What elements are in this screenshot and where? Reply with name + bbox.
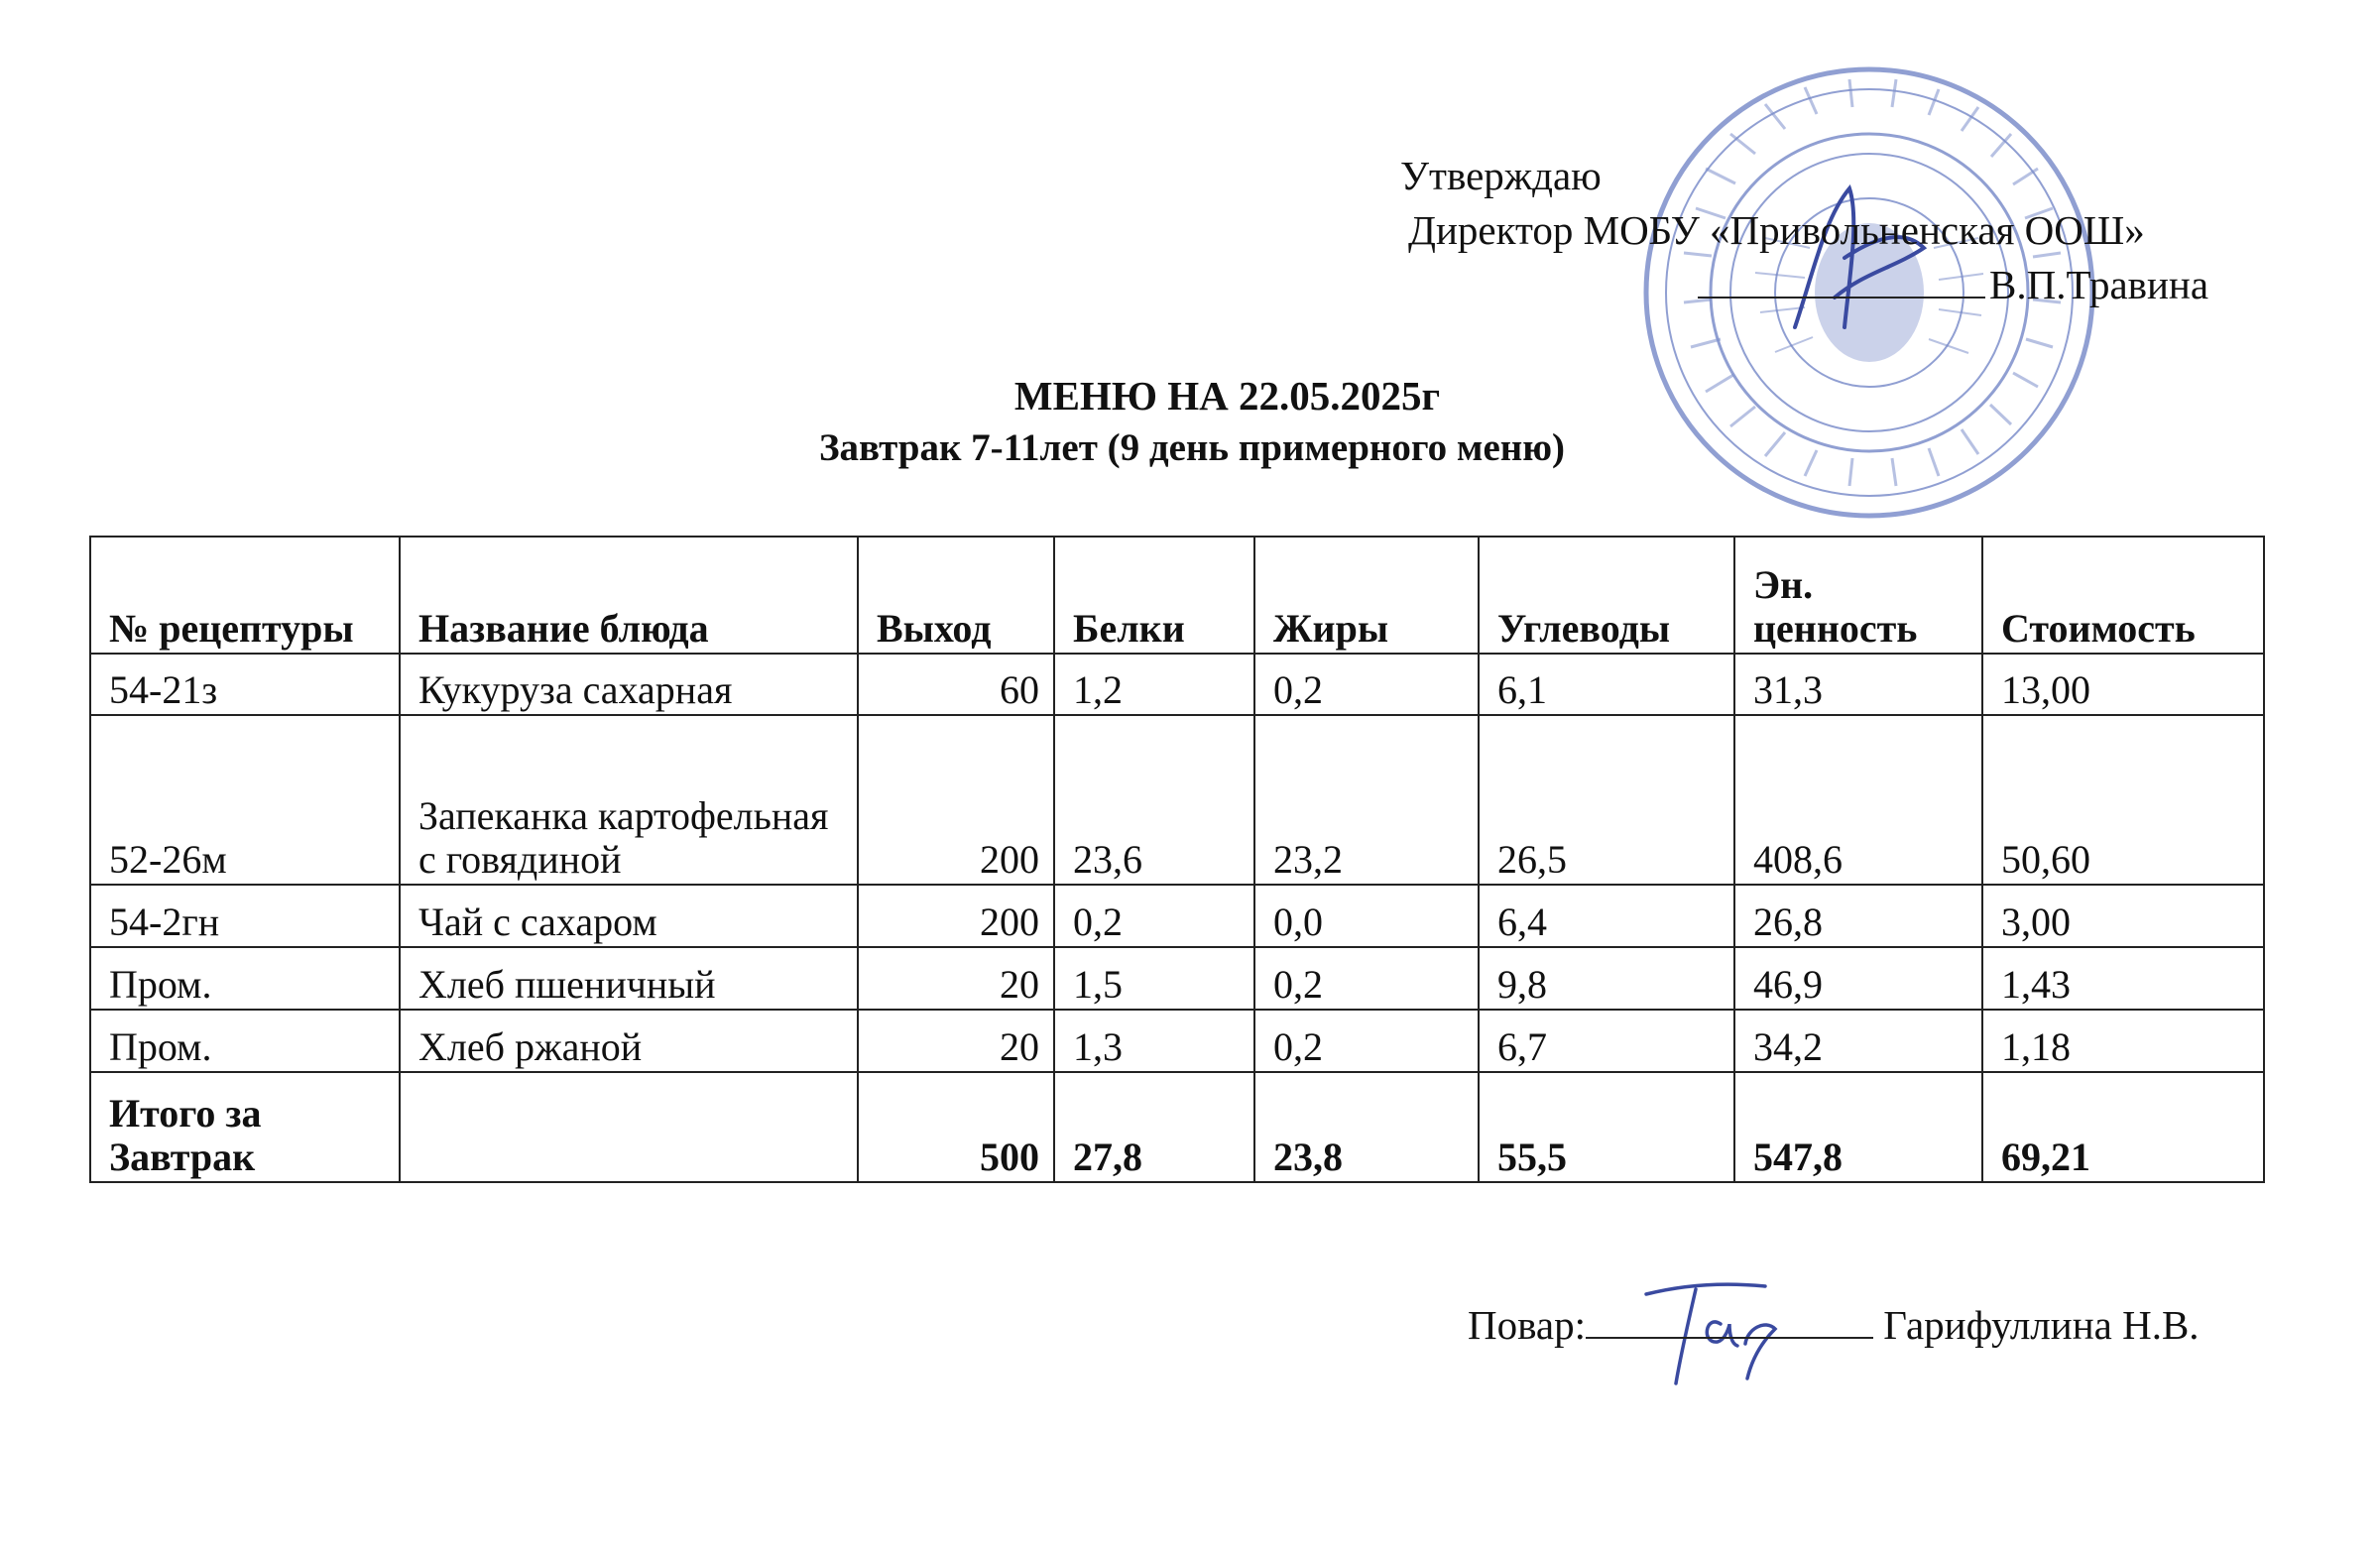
- table-row: [90, 1010, 2264, 1072]
- total-label: Итого за Завтрак: [90, 1072, 400, 1182]
- carbs-cell: 9,8: [1479, 947, 1734, 1010]
- approver-name: В.П.Травина: [1989, 262, 2209, 307]
- cost-cell: 13,00: [1982, 654, 2264, 715]
- recipe-code: 54-2гн: [90, 885, 400, 947]
- table-row: [90, 947, 2264, 1010]
- approval-signature-line: [1400, 258, 2208, 312]
- approval-block: [1400, 149, 2208, 312]
- total-protein: 27,8: [1054, 1072, 1254, 1182]
- cost-cell: 3,00: [1982, 885, 2264, 947]
- recipe-code: 54-21з: [90, 654, 400, 715]
- energy-cell: 408,6: [1734, 715, 1982, 885]
- protein-cell: 23,6: [1054, 715, 1254, 885]
- fat-cell: 0,2: [1254, 654, 1479, 715]
- fat-cell: 0,2: [1254, 947, 1479, 1010]
- cost-cell: 1,43: [1982, 947, 2264, 1010]
- column-header: Выход: [858, 537, 1054, 654]
- table-row: [90, 654, 2264, 715]
- total-fat: 23,8: [1254, 1072, 1479, 1182]
- menu-table: [89, 536, 2265, 1183]
- yield-cell: 200: [858, 715, 1054, 885]
- protein-cell: 1,5: [1054, 947, 1254, 1010]
- protein-cell: 1,3: [1054, 1010, 1254, 1072]
- cost-cell: 1,18: [1982, 1010, 2264, 1072]
- column-header: Углеводы: [1479, 537, 1734, 654]
- energy-cell: 46,9: [1734, 947, 1982, 1010]
- table-row: [90, 715, 2264, 885]
- column-header: Жиры: [1254, 537, 1479, 654]
- cook-label: Повар:: [1468, 1302, 1587, 1348]
- cost-cell: 50,60: [1982, 715, 2264, 885]
- fat-cell: 0,2: [1254, 1010, 1479, 1072]
- approval-position: Директор МОБУ «Привольненская ООШ»: [1408, 207, 2145, 253]
- cook-signature-line: [1586, 1297, 1873, 1339]
- yield-cell: 20: [858, 947, 1054, 1010]
- dish-name: Чай с сахаром: [400, 885, 858, 947]
- page-title: МЕНЮ НА 22.05.2025г: [1013, 373, 1441, 419]
- energy-cell: 34,2: [1734, 1010, 1982, 1072]
- cook-name: Гарифуллина Н.В.: [1883, 1302, 2200, 1348]
- recipe-code: Пром.: [90, 1010, 400, 1072]
- fat-cell: 23,2: [1254, 715, 1479, 885]
- dish-name: Запеканка картофельная с говядиной: [400, 715, 858, 885]
- yield-cell: 20: [858, 1010, 1054, 1072]
- carbs-cell: 26,5: [1479, 715, 1734, 885]
- total-energy: 547,8: [1734, 1072, 1982, 1182]
- page-subtitle: Завтрак 7-11лет (9 день примерного меню): [818, 426, 1566, 469]
- yield-cell: 60: [858, 654, 1054, 715]
- column-header: Эн. ценность: [1734, 537, 1982, 654]
- total-cost: 69,21: [1982, 1072, 2264, 1182]
- carbs-cell: 6,1: [1479, 654, 1734, 715]
- dish-name: Хлеб пшеничный: [400, 947, 858, 1010]
- energy-cell: 31,3: [1734, 654, 1982, 715]
- recipe-code: 52-26м: [90, 715, 400, 885]
- total-yield: 500: [858, 1072, 1054, 1182]
- approval-line1: Утверждаю: [1400, 153, 1602, 198]
- cook-block: [1468, 1297, 2200, 1349]
- total-carbs: 55,5: [1479, 1072, 1734, 1182]
- column-header: Название блюда: [400, 537, 858, 654]
- table-header-row: [90, 537, 2264, 654]
- energy-cell: 26,8: [1734, 885, 1982, 947]
- protein-cell: 0,2: [1054, 885, 1254, 947]
- protein-cell: 1,2: [1054, 654, 1254, 715]
- document-titles: [0, 369, 2380, 474]
- fat-cell: 0,0: [1254, 885, 1479, 947]
- yield-cell: 200: [858, 885, 1054, 947]
- total-name: [400, 1072, 858, 1182]
- table-row: [90, 885, 2264, 947]
- total-row: [90, 1072, 2264, 1182]
- column-header: Белки: [1054, 537, 1254, 654]
- column-header: Стоимость: [1982, 537, 2264, 654]
- dish-name: Хлеб ржаной: [400, 1010, 858, 1072]
- dish-name: Кукуруза сахарная: [400, 654, 858, 715]
- column-header: № рецептуры: [90, 537, 400, 654]
- signature-underline: [1698, 297, 1985, 299]
- recipe-code: Пром.: [90, 947, 400, 1010]
- carbs-cell: 6,7: [1479, 1010, 1734, 1072]
- carbs-cell: 6,4: [1479, 885, 1734, 947]
